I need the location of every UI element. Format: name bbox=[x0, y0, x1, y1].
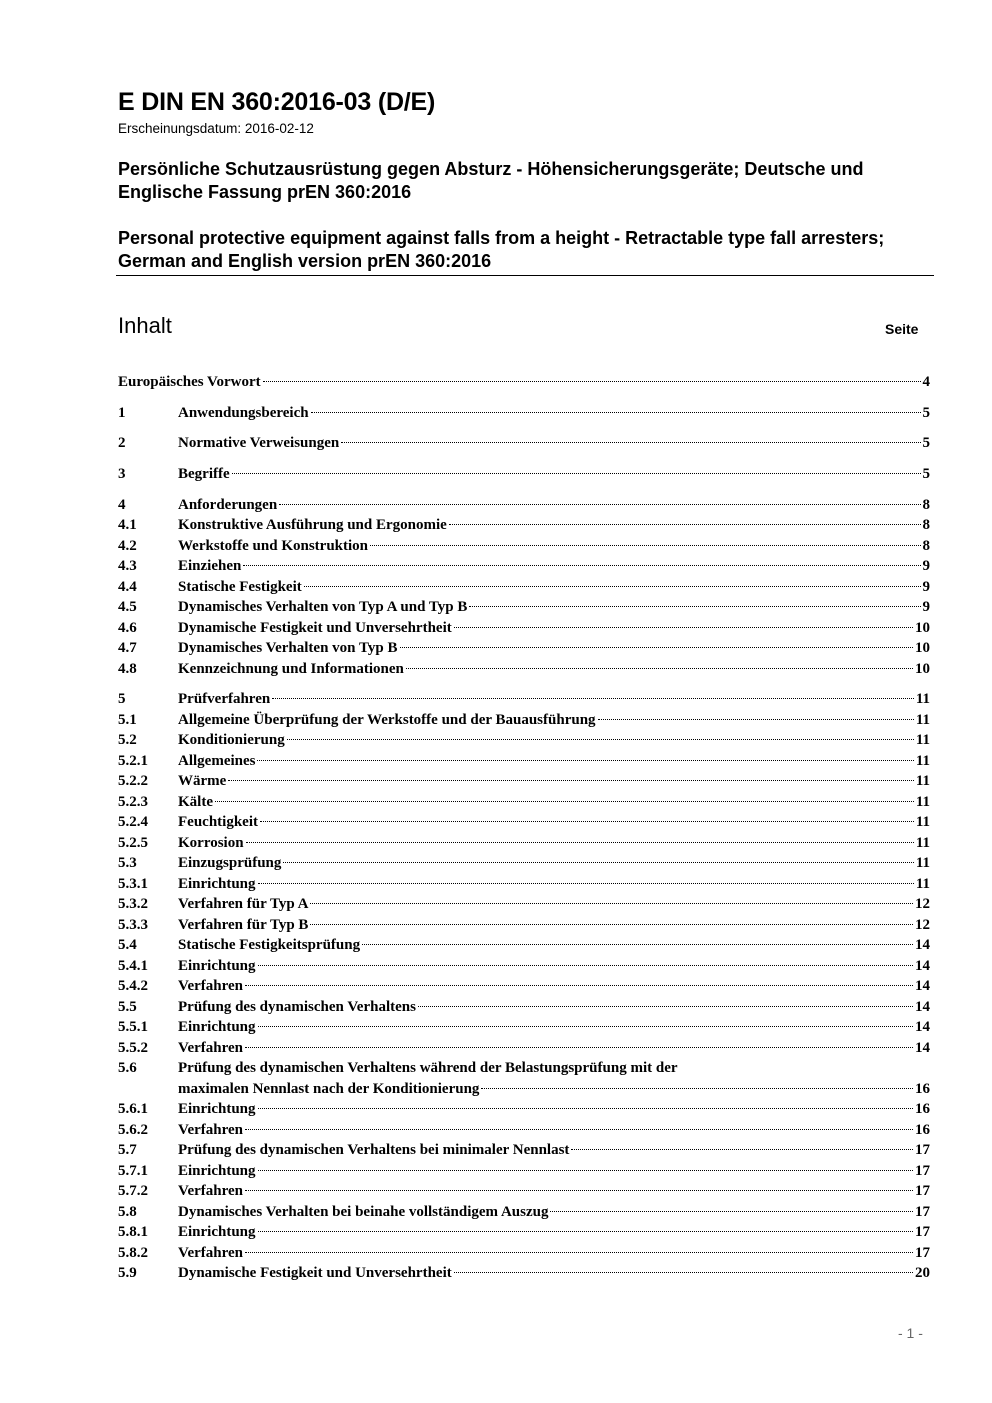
toc-entry[interactable] bbox=[118, 853, 930, 874]
toc-entry-number: 5.4.1 bbox=[118, 957, 148, 974]
toc-entry[interactable] bbox=[118, 915, 930, 936]
leader-dots bbox=[279, 504, 920, 505]
toc-entry-page: 16 bbox=[915, 1080, 930, 1097]
toc-entry-page: 16 bbox=[915, 1101, 930, 1118]
page-number: - 1 - bbox=[898, 1325, 923, 1341]
toc-entry[interactable] bbox=[118, 618, 930, 639]
toc-entry-label: Korrosion bbox=[178, 834, 244, 851]
leader-dots bbox=[287, 739, 914, 740]
toc-entry-number: 5.3.1 bbox=[118, 875, 148, 892]
toc-entry-label: Verfahren bbox=[178, 1039, 243, 1056]
toc-entry-page: 17 bbox=[915, 1244, 930, 1261]
toc-entry-page: 8 bbox=[922, 496, 930, 513]
toc-entry[interactable] bbox=[118, 751, 930, 772]
toc-entry-label: Allgemeines bbox=[178, 752, 256, 769]
leader-dots bbox=[362, 944, 913, 945]
toc-entry-page: 12 bbox=[915, 916, 930, 933]
toc-page-column-label: Seite bbox=[885, 321, 919, 337]
toc-entry-number: 5.5 bbox=[118, 998, 137, 1015]
toc-entry-label: Verfahren für Typ A bbox=[178, 896, 309, 913]
toc-entry-page: 11 bbox=[915, 752, 930, 769]
toc-entry-number: 5.7 bbox=[118, 1142, 137, 1159]
leader-dots bbox=[258, 1108, 913, 1109]
toc-entry[interactable] bbox=[118, 710, 930, 731]
leader-dots bbox=[258, 1231, 913, 1232]
toc-entry-number: 4.5 bbox=[118, 599, 137, 616]
leader-dots bbox=[454, 1272, 913, 1273]
toc-entry-number: 5.2.3 bbox=[118, 793, 148, 810]
leader-dots bbox=[550, 1211, 913, 1212]
toc-entry-number: 5.7.1 bbox=[118, 1162, 148, 1179]
toc-entry-number: 5.4.2 bbox=[118, 978, 148, 995]
toc-entry-label: Prüfung des dynamischen Verhaltens bei minimaler Nennlast bbox=[178, 1142, 570, 1159]
toc-entry-page: 9 bbox=[922, 599, 930, 616]
toc-entry[interactable] bbox=[118, 1120, 930, 1141]
toc-entry-page: 17 bbox=[915, 1162, 930, 1179]
leader-dots bbox=[571, 1149, 913, 1150]
toc-entry[interactable] bbox=[118, 1099, 930, 1120]
leader-dots bbox=[245, 1190, 913, 1191]
toc-entry-label: Statische Festigkeitsprüfung bbox=[178, 937, 361, 954]
toc-entry-page: 5 bbox=[922, 404, 930, 421]
leader-dots bbox=[232, 473, 921, 474]
leader-dots bbox=[406, 668, 913, 669]
toc-entry-number: 5.2 bbox=[118, 732, 137, 749]
toc-entry[interactable] bbox=[118, 976, 930, 997]
toc-entry-number: 5.7.2 bbox=[118, 1183, 148, 1200]
toc-entry-page: 5 bbox=[922, 435, 930, 452]
toc-entry[interactable] bbox=[118, 1222, 930, 1243]
toc-entry[interactable] bbox=[118, 536, 930, 557]
toc-entry-label: Verfahren bbox=[178, 1244, 243, 1261]
toc-entry-number: 5.6.1 bbox=[118, 1101, 148, 1118]
toc-entry-label: Dynamisches Verhalten von Typ B bbox=[178, 640, 398, 657]
header-divider bbox=[116, 275, 934, 276]
toc-entry[interactable] bbox=[118, 874, 930, 895]
toc-entry[interactable] bbox=[118, 730, 930, 751]
toc-entry-number: 5.5.2 bbox=[118, 1039, 148, 1056]
toc-entry-number: 4.4 bbox=[118, 578, 137, 595]
toc-entry-label: Anforderungen bbox=[178, 496, 278, 513]
toc-entry-label: Einrichtung bbox=[178, 1101, 256, 1118]
leader-dots bbox=[341, 442, 920, 443]
toc-entry-label: Normative Verweisungen bbox=[178, 435, 340, 452]
toc-entry-label: Dynamisches Verhalten bei beinahe vollständigem Auszug bbox=[178, 1203, 549, 1220]
toc-entry-page: 9 bbox=[922, 558, 930, 575]
toc-entry-number: 4.7 bbox=[118, 640, 137, 657]
toc-entry-number: 4.6 bbox=[118, 619, 137, 636]
leader-dots bbox=[243, 565, 920, 566]
toc-entry[interactable] bbox=[118, 935, 930, 956]
toc-entry-number: 1 bbox=[118, 404, 126, 421]
toc-entry-page: 17 bbox=[915, 1224, 930, 1241]
toc-entry-label: Anwendungsbereich bbox=[178, 404, 309, 421]
toc-entry-page: 14 bbox=[915, 1039, 930, 1056]
leader-dots bbox=[481, 1088, 913, 1089]
leader-dots bbox=[257, 760, 913, 761]
toc-entry-page: 17 bbox=[915, 1142, 930, 1159]
toc-entry-number: 4 bbox=[118, 496, 126, 513]
leader-dots bbox=[469, 606, 920, 607]
toc-entry-label: Wärme bbox=[178, 773, 227, 790]
leader-dots bbox=[263, 381, 921, 382]
leader-dots bbox=[304, 586, 921, 587]
leader-dots bbox=[258, 883, 914, 884]
toc-entry-number: 3 bbox=[118, 466, 126, 483]
leader-dots bbox=[449, 524, 921, 525]
toc-entry-label: Einrichtung bbox=[178, 1019, 256, 1036]
toc-entry[interactable] bbox=[118, 833, 930, 854]
toc-entry-page: 4 bbox=[922, 374, 930, 390]
toc-entry-page: 5 bbox=[922, 466, 930, 483]
leader-dots bbox=[310, 924, 913, 925]
toc-entry-page: 17 bbox=[915, 1183, 930, 1200]
toc-entry-number: 5.2.5 bbox=[118, 834, 148, 851]
toc-entry-label: Prüfung des dynamischen Verhaltens während der Belastungsprüfung mit der bbox=[178, 1060, 678, 1077]
publication-date: Erscheinungsdatum: 2016-02-12 bbox=[118, 121, 314, 136]
toc-entry[interactable] bbox=[118, 956, 930, 977]
toc-entry[interactable] bbox=[118, 403, 930, 424]
leader-dots bbox=[258, 1170, 913, 1171]
toc-entry-number: 5.3 bbox=[118, 855, 137, 872]
toc-entry-label: Feuchtigkeit bbox=[178, 814, 258, 831]
toc-entry-page: 10 bbox=[915, 660, 930, 677]
toc-entry-number: 5.5.1 bbox=[118, 1019, 148, 1036]
toc-entry-page: 11 bbox=[915, 875, 930, 892]
toc-entry-page: 16 bbox=[915, 1121, 930, 1138]
toc-entry[interactable] bbox=[118, 894, 930, 915]
toc-entry-page: 10 bbox=[915, 640, 930, 657]
toc-entry[interactable] bbox=[118, 1202, 930, 1223]
toc-entry[interactable] bbox=[118, 659, 930, 680]
toc-entry-number: 5.9 bbox=[118, 1265, 137, 1282]
toc-entry[interactable] bbox=[118, 812, 930, 833]
title-english: Personal protective equipment against falls from a height - Retractable type fall arresters; German and English version prEN 360:2016 bbox=[118, 228, 885, 271]
toc-entry-label: Einzugsprüfung bbox=[178, 855, 282, 872]
toc-entry-number: 4.1 bbox=[118, 517, 137, 534]
leader-dots bbox=[598, 719, 914, 720]
leader-dots bbox=[258, 1026, 913, 1027]
leader-dots bbox=[418, 1006, 913, 1007]
toc-entry-page: 8 bbox=[922, 517, 930, 534]
toc-entry[interactable] bbox=[118, 372, 930, 393]
toc-entry-page: 11 bbox=[915, 732, 930, 749]
toc-entry-label: Dynamische Festigkeit und Unversehrtheit bbox=[178, 1265, 452, 1282]
toc-entry-page: 11 bbox=[915, 793, 930, 810]
toc-entry-label: Einrichtung bbox=[178, 957, 256, 974]
toc-entry-label: Einrichtung bbox=[178, 1162, 256, 1179]
leader-dots bbox=[228, 780, 914, 781]
title-german: Persönliche Schutzausrüstung gegen Absturz - Höhensicherungsgeräte; Deutsche und Englische Fassung prEN 360:2016 bbox=[118, 159, 864, 202]
leader-dots bbox=[246, 842, 914, 843]
toc-entry-page: 14 bbox=[915, 937, 930, 954]
toc-entry-page: 10 bbox=[915, 619, 930, 636]
toc-entry[interactable] bbox=[118, 1161, 930, 1182]
toc-entry-page: 11 bbox=[915, 691, 930, 708]
toc-entry-label: Prüfverfahren bbox=[178, 691, 271, 708]
toc-entry-page: 11 bbox=[915, 711, 930, 728]
toc-entry-page: 11 bbox=[915, 855, 930, 872]
toc-entry-label: Konditionierung bbox=[178, 732, 285, 749]
toc-entry[interactable] bbox=[118, 1263, 930, 1284]
toc-entry[interactable] bbox=[118, 597, 930, 618]
toc-entry[interactable] bbox=[118, 556, 930, 577]
leader-dots bbox=[311, 412, 921, 413]
toc-entry[interactable] bbox=[118, 771, 930, 792]
toc-entry-label: Allgemeine Überprüfung der Werkstoffe und der Bauausführung bbox=[178, 711, 596, 728]
leader-dots bbox=[258, 965, 913, 966]
toc-entry-number: 5.2.1 bbox=[118, 752, 148, 769]
toc-entry-number: 4.8 bbox=[118, 660, 137, 677]
toc-entry-label: Europäisches Vorwort bbox=[118, 374, 261, 390]
toc-entry[interactable] bbox=[118, 1243, 930, 1264]
toc-entry[interactable] bbox=[118, 433, 930, 454]
toc-entry-number: 5.2.4 bbox=[118, 814, 148, 831]
toc-entry-page: 14 bbox=[915, 998, 930, 1015]
toc-entry-page: 11 bbox=[915, 773, 930, 790]
toc-entry-number: 5.8.2 bbox=[118, 1244, 148, 1261]
toc-entry-label: Einrichtung bbox=[178, 1224, 256, 1241]
toc-entry[interactable] bbox=[118, 1038, 930, 1059]
leader-dots bbox=[272, 698, 914, 699]
toc-entry[interactable] bbox=[118, 464, 930, 485]
toc-entry-label: Verfahren bbox=[178, 1121, 243, 1138]
toc-entry[interactable] bbox=[118, 638, 930, 659]
leader-dots bbox=[215, 801, 914, 802]
toc-entry[interactable] bbox=[118, 689, 930, 710]
toc-entry[interactable] bbox=[118, 495, 930, 516]
toc-entry-page: 20 bbox=[915, 1265, 930, 1282]
leader-dots bbox=[370, 545, 920, 546]
document-title: E DIN EN 360:2016-03 (D/E) bbox=[118, 88, 436, 116]
toc-entry-number: 5 bbox=[118, 691, 126, 708]
toc-entry-label: Dynamisches Verhalten von Typ A und Typ B bbox=[178, 599, 468, 616]
toc-entry-label: Prüfung des dynamischen Verhaltens bbox=[178, 998, 416, 1015]
toc-entry-number: 5.8 bbox=[118, 1203, 137, 1220]
toc-entry-label: Verfahren bbox=[178, 978, 243, 995]
toc-entry-label: Einrichtung bbox=[178, 875, 256, 892]
leader-dots bbox=[454, 627, 913, 628]
toc-heading: Inhalt bbox=[118, 313, 172, 338]
toc-entry[interactable] bbox=[118, 577, 930, 598]
toc-entry-page: 11 bbox=[915, 834, 930, 851]
toc-entry-label: Verfahren bbox=[178, 1183, 243, 1200]
leader-dots bbox=[245, 1252, 913, 1253]
leader-dots bbox=[245, 985, 913, 986]
toc-entry[interactable] bbox=[118, 515, 930, 536]
leader-dots bbox=[400, 647, 914, 648]
toc-entry[interactable] bbox=[118, 792, 930, 813]
toc-entry-label-continued: maximalen Nennlast nach der Konditionierung bbox=[178, 1080, 480, 1097]
toc-entry-label: Kennzeichnung und Informationen bbox=[178, 660, 404, 677]
toc-entry-label: Konstruktive Ausführung und Ergonomie bbox=[178, 517, 447, 534]
toc-entry-number: 5.3.3 bbox=[118, 916, 148, 933]
toc-entry-number: 5.2.2 bbox=[118, 773, 148, 790]
toc-entry-page: 14 bbox=[915, 978, 930, 995]
leader-dots bbox=[245, 1047, 913, 1048]
toc-entry-label: Statische Festigkeit bbox=[178, 578, 302, 595]
toc-entry-number: 5.6.2 bbox=[118, 1121, 148, 1138]
leader-dots bbox=[283, 862, 913, 863]
toc-entry-page: 8 bbox=[922, 537, 930, 554]
toc-entry-number: 5.1 bbox=[118, 711, 137, 728]
toc-entry[interactable] bbox=[118, 1181, 930, 1202]
toc-entry-number: 2 bbox=[118, 435, 126, 452]
toc-entry-number: 4.2 bbox=[118, 537, 137, 554]
toc-entry-number: 4.3 bbox=[118, 558, 137, 575]
toc-entry-number: 5.8.1 bbox=[118, 1224, 148, 1241]
toc-entry-number: 5.3.2 bbox=[118, 896, 148, 913]
toc-entry-number: 5.6 bbox=[118, 1060, 137, 1077]
toc-entry-label: Einziehen bbox=[178, 558, 242, 575]
toc-entry[interactable] bbox=[118, 1017, 930, 1038]
toc-entry-label: Begriffe bbox=[178, 466, 230, 483]
toc-entry-label: Werkstoffe und Konstruktion bbox=[178, 537, 369, 554]
toc-entry-page: 14 bbox=[915, 957, 930, 974]
toc-entry[interactable] bbox=[118, 1140, 930, 1161]
toc-entry[interactable] bbox=[118, 997, 930, 1018]
toc-entry[interactable] bbox=[118, 1058, 930, 1099]
toc-entry-page: 17 bbox=[915, 1203, 930, 1220]
leader-dots bbox=[245, 1129, 913, 1130]
table-of-contents bbox=[118, 372, 930, 1284]
toc-entry-label: Verfahren für Typ B bbox=[178, 916, 309, 933]
leader-dots bbox=[310, 903, 913, 904]
toc-entry-number: 5.4 bbox=[118, 937, 137, 954]
toc-entry-label: Dynamische Festigkeit und Unversehrtheit bbox=[178, 619, 452, 636]
toc-entry-page: 12 bbox=[915, 896, 930, 913]
toc-entry-page: 14 bbox=[915, 1019, 930, 1036]
toc-entry-page: 11 bbox=[915, 814, 930, 831]
toc-entry-page: 9 bbox=[922, 578, 930, 595]
leader-dots bbox=[260, 821, 914, 822]
toc-entry-label: Kälte bbox=[178, 793, 213, 810]
